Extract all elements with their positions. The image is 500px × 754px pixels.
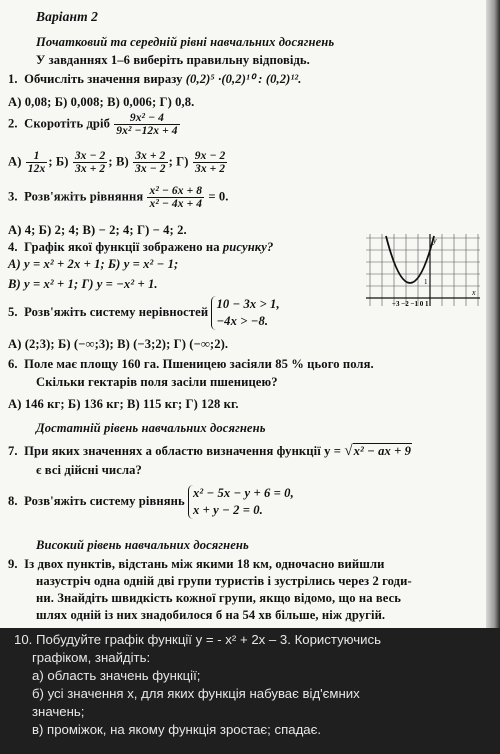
q8-system [188, 485, 294, 519]
q4-text: Графік якої функції зображено на [24, 240, 220, 254]
q8-equation-2: x + y − 2 = 0. [193, 503, 263, 517]
q1-answers: А) 0,08; Б) 0,008; В) 0,006; Г) 0,8. [8, 95, 195, 109]
q5-inequality-1: 10 − 3x > 1, [216, 297, 280, 311]
question-9 [8, 557, 385, 572]
q2-fraction [114, 112, 179, 137]
q2-answer-b-num: 3x − 2 [74, 150, 106, 162]
q9-line-2: назустріч одна одній дві групи туристів і зустрілись через 2 годи- [36, 574, 412, 588]
question-8 [8, 485, 294, 519]
q4-number: 4. [8, 240, 18, 254]
q3-rhs: = 0. [208, 189, 229, 204]
q5-text: Розв'яжіть систему нерівностей [24, 304, 209, 319]
q2-answer-v-label: ; В) [108, 154, 129, 169]
q9-line-1: Із двох пунктів, відстань між якими 18 км, одночасно вийшли [24, 557, 385, 571]
q1-expression: (0,2)⁵ ·(0,2)¹⁰ : (0,2)¹². [185, 72, 302, 86]
q2-answer-a-num: 1 [26, 150, 48, 163]
question-3 [8, 185, 228, 210]
q10-line-4: б) усі значення x, для яких функція набуває від'ємних [32, 686, 360, 701]
q6-number: 6. [8, 357, 18, 371]
q5-inequality-2: −4x > −8. [216, 314, 269, 328]
q3-answers: А) 4; Б) 2; 4; В) − 2; 4; Г) − 4; 2. [8, 223, 187, 237]
question-5 [8, 296, 280, 330]
y-axis-label: y [433, 236, 437, 245]
q5-number: 5. [8, 304, 18, 319]
q3-number: 3. [8, 189, 18, 204]
q2-answer-b-label: ; Б) [48, 154, 69, 169]
variant-title: Варіант 2 [36, 9, 99, 24]
q3-denominator: x² − 4x + 4 [149, 198, 203, 211]
q2-answer-a [26, 150, 48, 175]
q2-answer-v-den: 3x − 2 [135, 163, 166, 176]
q6-answers: А) 146 кг; Б) 136 кг; В) 115 кг; Г) 128 кг. [8, 397, 239, 411]
q7-text-line-2: є всі дійсні числа? [36, 463, 142, 477]
q9-number: 9. [8, 557, 18, 571]
q8-text: Розв'яжіть систему рівнянь [24, 493, 185, 508]
q1-number: 1. [8, 72, 18, 86]
q2-answer-a-label: А) [8, 154, 22, 169]
parabola-graph [364, 232, 482, 308]
section2-title: Достатній рівень навчальних досягнень [36, 421, 266, 435]
q7-number: 7. [8, 444, 18, 458]
q4-ref: рисунку? [222, 240, 274, 254]
sqrt-icon: √ [344, 443, 353, 459]
q10-line-2: графіком, знайдіть: [32, 650, 151, 665]
q5-answers: А) (2;3); Б) (−∞;3); В) (−3;2); Г) (−∞;2). [8, 337, 229, 351]
q2-answer-g-label: ; Г) [168, 154, 189, 169]
q9-line-4: шлях одній із них знадобилося б на 54 хв більше, ніж другій. [36, 608, 386, 622]
q3-numerator: x² − 6x + 8 [149, 185, 203, 197]
section3-title: Високий рівень навчальних досягнень [36, 538, 249, 552]
q9-line-3: ни. Знайдіть швидкість кожної групи, якщо відомо, що на весь [36, 591, 402, 605]
question-4 [8, 240, 273, 255]
q2-answer-v [133, 150, 168, 175]
q3-text: Розв'яжіть рівняння [24, 189, 144, 204]
section1-title: Початковий та середній рівні навчальних досягнень [36, 35, 335, 49]
q8-equation-1: x² − 5x − y + 6 = 0, [193, 486, 294, 500]
q2-denominator: 9x² −12x + 4 [116, 125, 178, 138]
q10-line-3: а) область значень функції; [32, 668, 201, 683]
question-10-block [0, 628, 500, 754]
q6-text-line-2: Скільки гектарів поля засіли пшеницею? [36, 375, 278, 389]
question-7 [8, 443, 412, 460]
q2-answer-b-den: 3x + 2 [75, 163, 106, 176]
q2-answers [8, 150, 228, 175]
q1-text: Обчисліть значення виразу [24, 72, 183, 86]
q10-line-6: в) проміжок, на якому функція зростає; спадає. [32, 722, 321, 737]
q2-numerator: 9x² − 4 [114, 112, 179, 125]
x-axis-label: x [472, 288, 476, 297]
q2-answer-v-num: 3x + 2 [133, 150, 168, 163]
q2-answer-g [193, 150, 228, 175]
q2-answer-g-den: 3x + 2 [194, 163, 226, 176]
q6-text: Поле має площу 160 га. Пшеницею засіяли 85 % цього поля. [24, 357, 374, 371]
x-tick-labels: −3 −2 −1 0 1 [392, 300, 429, 308]
q7-radicand: x² − ax + 9 [353, 444, 412, 458]
q2-answer-b [73, 150, 108, 175]
q7-text: При яких значеннях a областю визначення функції y = [24, 444, 342, 458]
page-edge-shadow [486, 0, 500, 628]
y-unit-label: 1 [424, 278, 428, 286]
q4-answers-line-2: В) y = x² + 1; Г) y = −x² + 1. [8, 277, 158, 291]
q8-number: 8. [8, 493, 18, 508]
q5-system [211, 296, 279, 330]
q3-fraction [147, 185, 204, 210]
q10-line-1: 10. Побудуйте графік функції y = - x² + 2x – 3. Користуючись [14, 632, 381, 647]
parabola-curve [386, 236, 434, 283]
section1-instruction: У завданнях 1–6 виберіть правильну відповідь. [36, 53, 310, 67]
q2-answer-a-den: 12x [27, 163, 46, 176]
q4-answers-line-1: А) y = x² + 2x + 1; Б) y = x² − 1; [8, 257, 179, 271]
q2-text: Скоротіть дріб [24, 116, 111, 131]
q2-number: 2. [8, 116, 18, 131]
q10-line-5: значень; [32, 704, 85, 719]
question-1 [8, 71, 301, 87]
question-2 [8, 112, 181, 137]
question-6 [8, 357, 374, 372]
q2-answer-g-num: 9x − 2 [194, 150, 226, 162]
